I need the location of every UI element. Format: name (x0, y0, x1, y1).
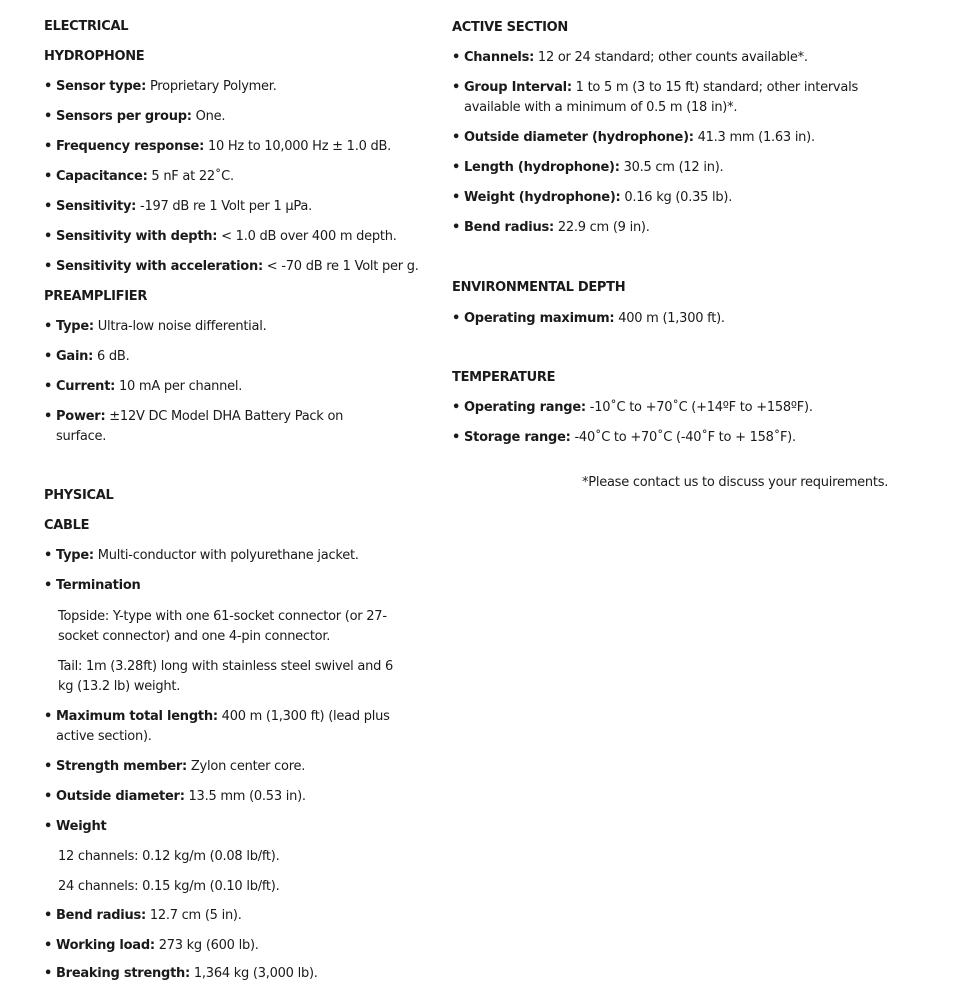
spec-operating-maximum: • Operating maximum: 400 m (1,300 ft). (452, 311, 725, 326)
termination-tail: Tail: 1m (3.28ft) long with stainless steel swivel and 6 kg (13.2 lb) weight. (58, 659, 394, 694)
cable-heading: CABLE (44, 518, 90, 533)
electrical-heading: ELECTRICAL (44, 19, 129, 34)
spec-hydrophone-outside-diameter: • Outside diameter (hydrophone): 41.3 mm (1.63 in). (452, 130, 815, 145)
spec-termination: • Termination (44, 578, 141, 593)
spec-cable-outside-diameter: • Outside diameter: 13.5 mm (0.53 in). (44, 789, 306, 804)
active-section-heading: ACTIVE SECTION (452, 20, 568, 35)
spec-preamp-current: • Current: 10 mA per channel. (44, 379, 243, 394)
spec-cable-bend-radius: • Bend radius: 12.7 cm (5 in). (44, 908, 242, 923)
hydrophone-heading: HYDROPHONE (44, 49, 145, 64)
spec-preamp-power: • Power: ±12V DC Model DHA Battery Pack on surface. (44, 409, 344, 444)
spec-preamp-type: • Type: Ultra-low noise differential. (44, 319, 267, 334)
footnote: *Please contact us to discuss your requirements. (582, 475, 889, 490)
spec-frequency-response: • Frequency response: 10 Hz to 10,000 Hz ± 1.0 dB. (44, 139, 392, 154)
spec-channels: • Channels: 12 or 24 standard; other counts available*. (452, 50, 808, 65)
spec-hydrophone-weight: • Weight (hydrophone): 0.16 kg (0.35 lb). (452, 190, 733, 205)
spec-storage-range: • Storage range: -40˚C to +70˚C (-40˚F to + 158˚F). (452, 430, 796, 445)
spec-sensitivity-acceleration: • Sensitivity with acceleration: < -70 dB re 1 Volt per g. (44, 259, 419, 274)
spec-cable-type: • Type: Multi-conductor with polyurethane jacket. (44, 548, 359, 563)
spec-breaking-strength: • Breaking strength: 1,364 kg (3,000 lb). (44, 966, 318, 981)
spec-max-total-length: • Maximum total length: 400 m (1,300 ft) (lead plus active section). (44, 709, 390, 744)
spec-strength-member: • Strength member: Zylon center core. (44, 759, 306, 774)
spec-preamp-gain: • Gain: 6 dB. (44, 349, 130, 364)
spec-operating-range: • Operating range: -10˚C to +70˚C (+14ºF to +158ºF). (452, 400, 813, 415)
spec-active-bend-radius: • Bend radius: 22.9 cm (9 in). (452, 220, 650, 235)
spec-capacitance: • Capacitance: 5 nF at 22˚C. (44, 169, 234, 184)
preamplifier-heading: PREAMPLIFIER (44, 289, 148, 304)
spec-group-interval: • Group Interval: 1 to 5 m (3 to 15 ft) standard; other intervals available with a minimum of 0.5 m (18 in)*. (452, 80, 858, 115)
physical-heading: PHYSICAL (44, 488, 114, 503)
spec-hydrophone-length: • Length (hydrophone): 30.5 cm (12 in). (452, 160, 724, 175)
spec-sensitivity-depth: • Sensitivity with depth: < 1.0 dB over 400 m depth. (44, 229, 397, 244)
spec-sensor-type: • Sensor type: Proprietary Polymer. (44, 79, 277, 94)
spec-working-load: • Working load: 273 kg (600 lb). (44, 938, 259, 953)
spec-cable-weight: • Weight (44, 819, 107, 834)
spec-sensors-per-group: • Sensors per group: One. (44, 109, 226, 124)
spec-sensitivity: • Sensitivity: -197 dB re 1 Volt per 1 μPa. (44, 199, 312, 214)
environmental-depth-heading: ENVIRONMENTAL DEPTH (452, 280, 626, 295)
weight-12-channels: 12 channels: 0.12 kg/m (0.08 lb/ft). (58, 849, 280, 864)
weight-24-channels: 24 channels: 0.15 kg/m (0.10 lb/ft). (58, 879, 280, 894)
temperature-heading: TEMPERATURE (452, 370, 556, 385)
termination-topside: Topside: Y-type with one 61-socket connector (or 27-socket connector) and one 4-pin connector. (58, 609, 387, 644)
